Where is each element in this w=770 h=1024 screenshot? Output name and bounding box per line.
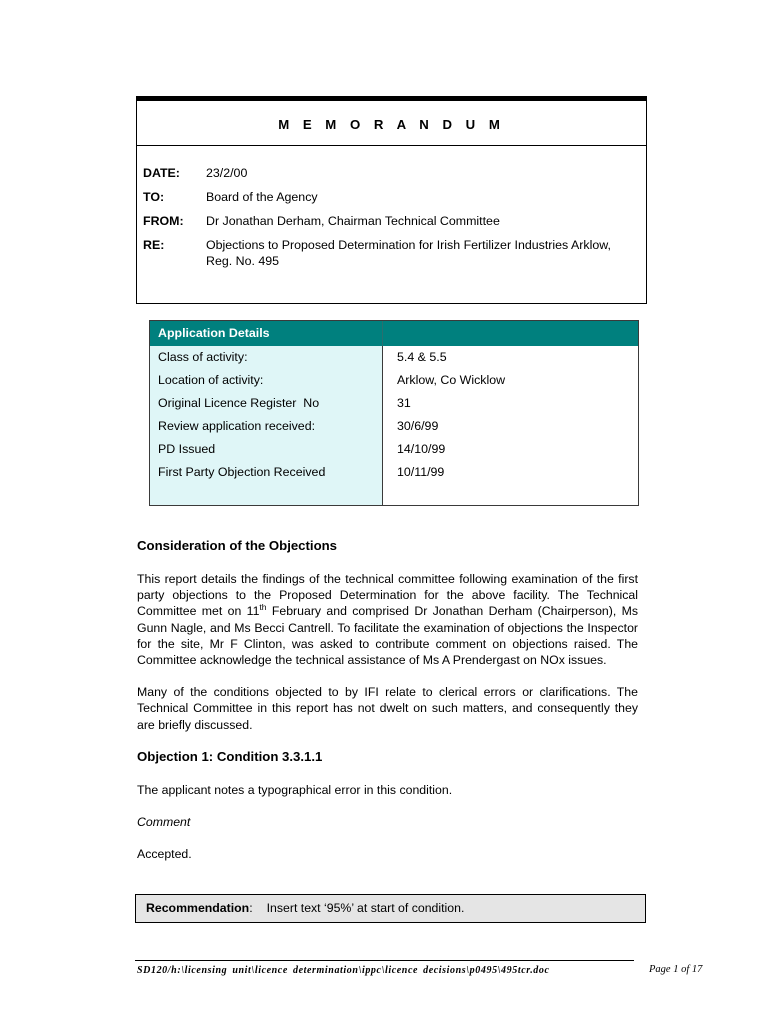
table-cell-label: First Party Objection Received [150,461,383,484]
memo-field-label: TO: [143,190,165,204]
memo-field-label: FROM: [143,214,184,228]
table-cell-value [383,484,638,505]
table-cell-label [150,484,383,505]
table-cell-value: 14/10/99 [383,438,638,461]
memo-title: M E M O R A N D U M [137,101,646,146]
ordinal-superscript: th [259,602,267,613]
memo-fields [137,146,646,269]
memo-field-value: Objections to Proposed Determination for Irish Fertilizer Industries Arklow, Reg. No. 495 [206,238,611,268]
table-header-title: Application Details [150,321,383,346]
paragraph-findings-text: This report details the findings of the technical committee following examination of the first party objections to the Proposed Determination for the above facility. The Technical Committee met on 11 [137,572,638,619]
memo-field-label: DATE: [143,166,180,180]
table-cell-value: Arklow, Co Wicklow [383,369,638,392]
table-cell-label: Class of activity: [150,346,383,369]
memo-field-value: Board of the Agency [206,190,318,204]
footer-doc-path: SD120/h:\licensing unit\licence determination\ippc\licence decisions\p0495\495tcr.doc [137,965,550,976]
memo-field-value: Dr Jonathan Derham, Chairman Technical Committee [206,214,500,228]
table-cell-value: 5.4 & 5.5 [383,346,638,369]
table-header-spacer [383,321,638,346]
table-row [150,438,638,461]
recommendation-colon: : [249,901,253,915]
table-row [150,415,638,438]
recommendation-text: Insert text ‘95%’ at start of condition. [266,901,465,915]
paragraph-objection1: The applicant notes a typographical error in this condition. [137,782,453,797]
table-cell-value: 31 [383,392,638,415]
table-cell-value: 30/6/99 [383,415,638,438]
section-heading-consideration: Consideration of the Objections [137,538,338,553]
comment-text: Accepted. [137,847,192,862]
table-cell-label: PD Issued [150,438,383,461]
document-body [137,538,638,878]
table-row [150,392,638,415]
recommendation-label: Recommendation [146,901,250,915]
table-cell-value: 10/11/99 [383,461,638,484]
memo-field-row-to [143,189,636,205]
footer-divider [135,960,634,961]
paragraph-findings-text: February and comprised Dr Jonathan Derham (Chairperson), Ms Gunn Nagle, and Ms Becci Cantrell. To facilitate the examination of objections the Inspector for the site, Mr F Clinton, was asked to contribute comment on objections raised. The Committee acknowledge the technical assistance of Ms A Prendergast on NOx issues. [137,604,638,668]
section-heading-objection1: Objection 1: Condition 3.3.1.1 [137,748,323,764]
application-details-table [149,320,639,506]
memo-field-row-from [143,213,636,229]
table-row [150,346,638,369]
table-spacer-row [150,484,638,505]
paragraph-findings [137,571,638,668]
memo-field-row-date [143,165,636,181]
table-row [150,461,638,484]
memo-field-value: 23/2/00 [206,166,248,180]
memo-field-label: RE: [143,238,165,252]
table-header-row [150,321,638,346]
table-row [150,369,638,392]
memo-header-box [136,96,647,304]
recommendation-box [135,894,646,923]
table-cell-label: Original Licence Register No [150,392,383,415]
table-cell-label: Location of activity: [150,369,383,392]
comment-label: Comment [137,815,191,830]
paragraph-clerical-errors: Many of the conditions objected to by IFI relate to clerical errors or clarifications. The Technical Committee in this report has not dwelt on such matters, and consequently they are briefly discussed. [137,685,638,732]
table-cell-label: Review application received: [150,415,383,438]
memo-field-row-re [143,237,636,269]
footer-page-number: Page 1 of 17 [649,964,703,975]
